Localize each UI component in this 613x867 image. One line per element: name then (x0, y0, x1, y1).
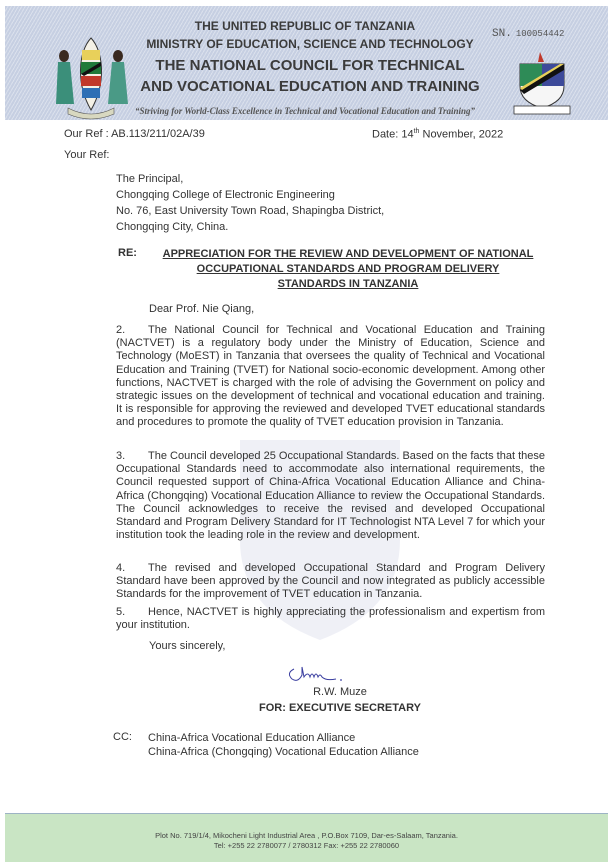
paragraph-5 (116, 606, 545, 632)
paragraph-text: The revised and developed Occupational Standard and Program Delivery Standard have been approved by the Council and now integrated as publicly accessible Standards for the improvement of TVET education in Tanzania. (116, 562, 545, 601)
salutation: Dear Prof. Nie Qiang, (149, 303, 255, 315)
serial-number (492, 28, 564, 40)
letter-date (372, 128, 503, 141)
signer-name: R.W. Muze (313, 686, 367, 698)
date-suffix: November, 2022 (419, 128, 504, 141)
subject-line: STANDARDS IN TANZANIA (277, 278, 419, 290)
republic-name: THE UNITED REPUBLIC OF TANZANIA (194, 19, 416, 33)
cc-recipients (148, 731, 419, 759)
subject-title (148, 247, 548, 292)
paragraph-text: The Council developed 25 Occupational Standards. Based on the facts that these Occupational Standards need to accommodate also international requirements, the Council requested support of China-Africa Vocational Education Alliance and China-Africa (Chongqing) Vocational Education Alliance to review the Occupational Standards. The Council acknowledges to receive the revised and developed Occupational Standard and Program Delivery Standard for IT Technologist NTA Level 7 for which your institution took the leading role in the review and development. (116, 450, 545, 542)
serial-value: 100054442 (515, 29, 565, 39)
serial-label: SN. (492, 28, 512, 40)
subject-line: APPRECIATION FOR THE REVIEW AND DEVELOPMENT OF NATIONAL (162, 248, 534, 260)
date-ordinal: th (413, 128, 420, 135)
cc-label: CC: (113, 731, 132, 743)
subject-label: RE: (118, 247, 137, 259)
paragraph-3 (116, 450, 545, 542)
paragraph-4 (116, 562, 545, 602)
council-name-line2: AND VOCATIONAL EDUCATION AND TRAINING (140, 78, 480, 95)
motto: “Striving for World-Class Excellence in Technical and Vocational Education and Training” (134, 106, 476, 116)
paragraph-number: 4. (116, 562, 126, 574)
footer-contacts: Tel: +255 22 2780077 / 2780312 Fax: +255 22 2780060 (213, 841, 400, 850)
our-reference: Our Ref : AB.113/211/02A/39 (64, 128, 205, 140)
closing: Yours sincerely, (149, 640, 226, 652)
recipient-line: Chongqing City, China. (116, 221, 229, 233)
paragraph-2 (116, 324, 545, 430)
recipient-line: The Principal, (116, 173, 184, 185)
handwritten-signature-icon (284, 663, 344, 687)
paragraph-text: Hence, NACTVET is highly appreciating the professionalism and expertism from your institution. (116, 606, 545, 632)
recipient-line: No. 76, East University Town Road, Shapingba District, (116, 205, 385, 217)
paragraph-number: 3. (116, 450, 126, 462)
nactvet-logo-icon (512, 50, 572, 116)
footer (5, 813, 608, 862)
recipient-line: Chongqing College of Electronic Engineering (116, 189, 335, 201)
signer-title: FOR: EXECUTIVE SECRETARY (259, 702, 421, 714)
footer-address: Plot No. 719/1/4, Mikocheni Light Industrial Area , P.O.Box 7109, Dar-es-Salaam, Tanzania. (155, 831, 458, 840)
paragraph-number: 2. (116, 324, 126, 336)
ministry-name: MINISTRY OF EDUCATION, SCIENCE AND TECHNOLOGY (146, 37, 474, 51)
council-name-line1: THE NATIONAL COUNCIL FOR TECHNICAL (155, 57, 465, 74)
recipient-address (116, 171, 384, 235)
paragraph-text: The National Council for Technical and Vocational Education and Training (NACTVET) is a regulatory body under the Ministry of Education, Science and Technology (MoEST) in Tanzania that oversees the quality of Technical and Vocational Education and Training (TVET) for National socio-economic development. Among other functions, NACTVET is charged with the role of advising the Government on policy and strategic issues on the development of technical and vocational education and training. It is responsible for approving the reviewed and developed TVET educational standards and procedures to promote the quality of TVET education provision in Tanzania. (116, 324, 545, 429)
subject-line: OCCUPATIONAL STANDARDS AND PROGRAM DELIVERY (196, 263, 500, 275)
cc-recipient: China-Africa Vocational Education Alliance (148, 732, 356, 744)
your-reference: Your Ref: (64, 149, 110, 161)
paragraph-number: 5. (116, 606, 126, 618)
date-prefix: Date: 14 (372, 128, 414, 141)
cc-recipient: China-Africa (Chongqing) Vocational Education Alliance (148, 746, 419, 758)
